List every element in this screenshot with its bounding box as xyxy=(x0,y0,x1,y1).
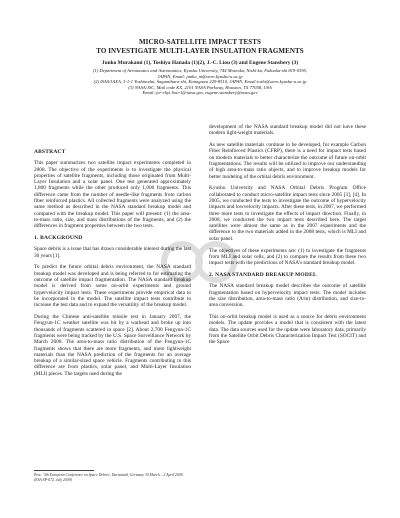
footnote: Proc. '5th European Conference on Space Debris', Darmstadt, Germany 30 March – 2 April 2009, (ESA SP-672, July 2009) xyxy=(34,473,184,482)
affiliation-line: (2) ISAS/JAXA, 3-1-1 Yoshinodai, Sagamihara-shi, Kanagawa 229-8510, JAPAN, Email:toshi@aero.kyushu-u.ac.jp xyxy=(93,79,307,85)
section-heading: 2. NASA STANDARD BREAKUP MODEL xyxy=(209,271,317,278)
title-line-2: TO INVESTIGATE MULTI-LAYER INSULATION FRAGMENTS xyxy=(96,47,304,55)
background-paragraph: During the Chinese anti-satellite missile test in January 2007, the Fengyun-1C weather satellite was hit by a warhead and broke up into thousands of fragments scattered in space [2]. About 2,700 Fengyun-1C fragments were being tracked by the U.S. Space Surveillance Network by March 2008. The area-to-mass ratio distribution of the Fengyun-1C fragments shows that there are more fragments, and more lightweight materials than the NASA prediction of the fragments for an average breakup of a similar-sized space vehicle. Fragments contributing to this difference are from plastics, solar panel, and Multi-Layer Insulation (MLI) pieces. The targets used during the xyxy=(34,314,191,377)
affiliation-line: Email: jer-chyi.liou-1@nasa.gov, eugene.stansbery@nasa.gov xyxy=(142,90,258,96)
body-paragraph: development of the NASA standard breakup model did not have these modern light-weight materials. xyxy=(209,124,366,137)
affiliations xyxy=(50,68,350,96)
body-paragraph: The objectives of these experiments are: (1) to investigate the fragments from MLI and solar cells, and (2) to compare the results from these two impact tests with the predictions of NASA's standard breakup model. xyxy=(209,247,366,267)
body-paragraph: This on-orbit breakup model is used as a source for debris environment models. The update provides a model that is consistent with the latest data. The data sources used for the update were laboratory data, primarily from the Satellite Orbit Debris Characterization Impact Test (SOCIT) and the Space xyxy=(209,313,366,346)
affiliation-line: JAPAN, Email: junko_m@aero.kyushu-u.ac.jp xyxy=(157,73,243,79)
background-paragraph: To predict the future orbital debris environment, the NASA standard breakup model was developed and is being referred to for estimating the outcome of satellite impact fragmentation. The NASA standard breakup model is derived from some on-orbit experiments and ground hypervelocity impact tests. These experiments provide empirical data to be incorporated in the model. The satellite impact tests contribute to increase the test data and to expand the versatility of the breakup model. xyxy=(34,264,191,309)
paper-title xyxy=(40,38,360,56)
footnote-rule xyxy=(34,470,94,471)
watermark-logo xyxy=(160,232,240,292)
background-heading: 1. BACKGROUND xyxy=(34,235,83,242)
background-paragraph: Space debris is a issue that has drawn considerable interest during the last 30 years [1]. xyxy=(34,246,191,259)
affiliation-line: (1) Department of Aeronautics and Astronautics, Kyushu University, 744 Motooka, Nishi-ku, Fukuoka-shi 819-0395, xyxy=(92,68,308,73)
title-line-1: MICRO-SATELLITE IMPACT TESTS xyxy=(138,38,262,46)
abstract-heading: ABSTRACT xyxy=(34,149,66,155)
author-list: Junko Murakami (1), Toshiya Hanada (1)(2), J.-C. Liou (3) and Eugene Stansbery (3) xyxy=(101,60,299,66)
body-paragraph: As new satellite materials continue to be developed, for example Carbon Fiber Reinforced Plastics (CFRP), there is a need for impact tests based on modern materials to better characterize the outcome of future on-orbit fragmentations. The results will be utilized to improve our understanding of high area-to-mass ratio objects, and to improve breakup models for better modeling of the orbital debris environment. xyxy=(209,142,366,180)
affiliation-line: (3) NASA/JSC, Mail code KX, 2101 NASA Parkway, Houston, TX 77058, USA xyxy=(128,84,272,90)
abstract-text: This paper summarizes two satellite impact experiments completed in 2008. The objective of the experiments is to investigate the physical properties of satellite fragments, including those originated from Multi-Layer Insulation and a solar panel. One test generated approximately 1,800 fragments while the other produced only 1,000 fragments. This difference came from the number of needle-like fragments from carbon fiber reinforced plastics. All collected fragments were analyzed using the same method as described in the NASA standard breakup model and compared with the breakup model. This paper will present: (1) the area-to-mass ratio, size, and mass distributions of the fragments, and (2) the differences in fragment properties between the two tests. xyxy=(34,160,191,230)
body-paragraph: Kyushu University and NASA Orbital Debris Program Office collaborated to conduct micro-satellite impact tests since 2005 [3], [4]. In 2005, we conducted the tests to investigate the outcome of hypervelocity impacts and lowvelocity impacts. After these tests, in 2007, we performed three more tests to investigate the effects of impact direction. Finally, in 2008, we conducted the two impact tests described here. The target satellites were almost the same as in the 2007 experiments and the difference to the two materials added in the 2008 tests, which is MLI and solar panel. xyxy=(209,185,366,242)
body-paragraph: The NASA standard breakup model describes the outcome of satellite fragmentation based on hypervelocity impact tests. The model includes the size distribution, area-to-mass ratio (A/m) distribution, and size-to-area conversion. xyxy=(209,283,366,309)
